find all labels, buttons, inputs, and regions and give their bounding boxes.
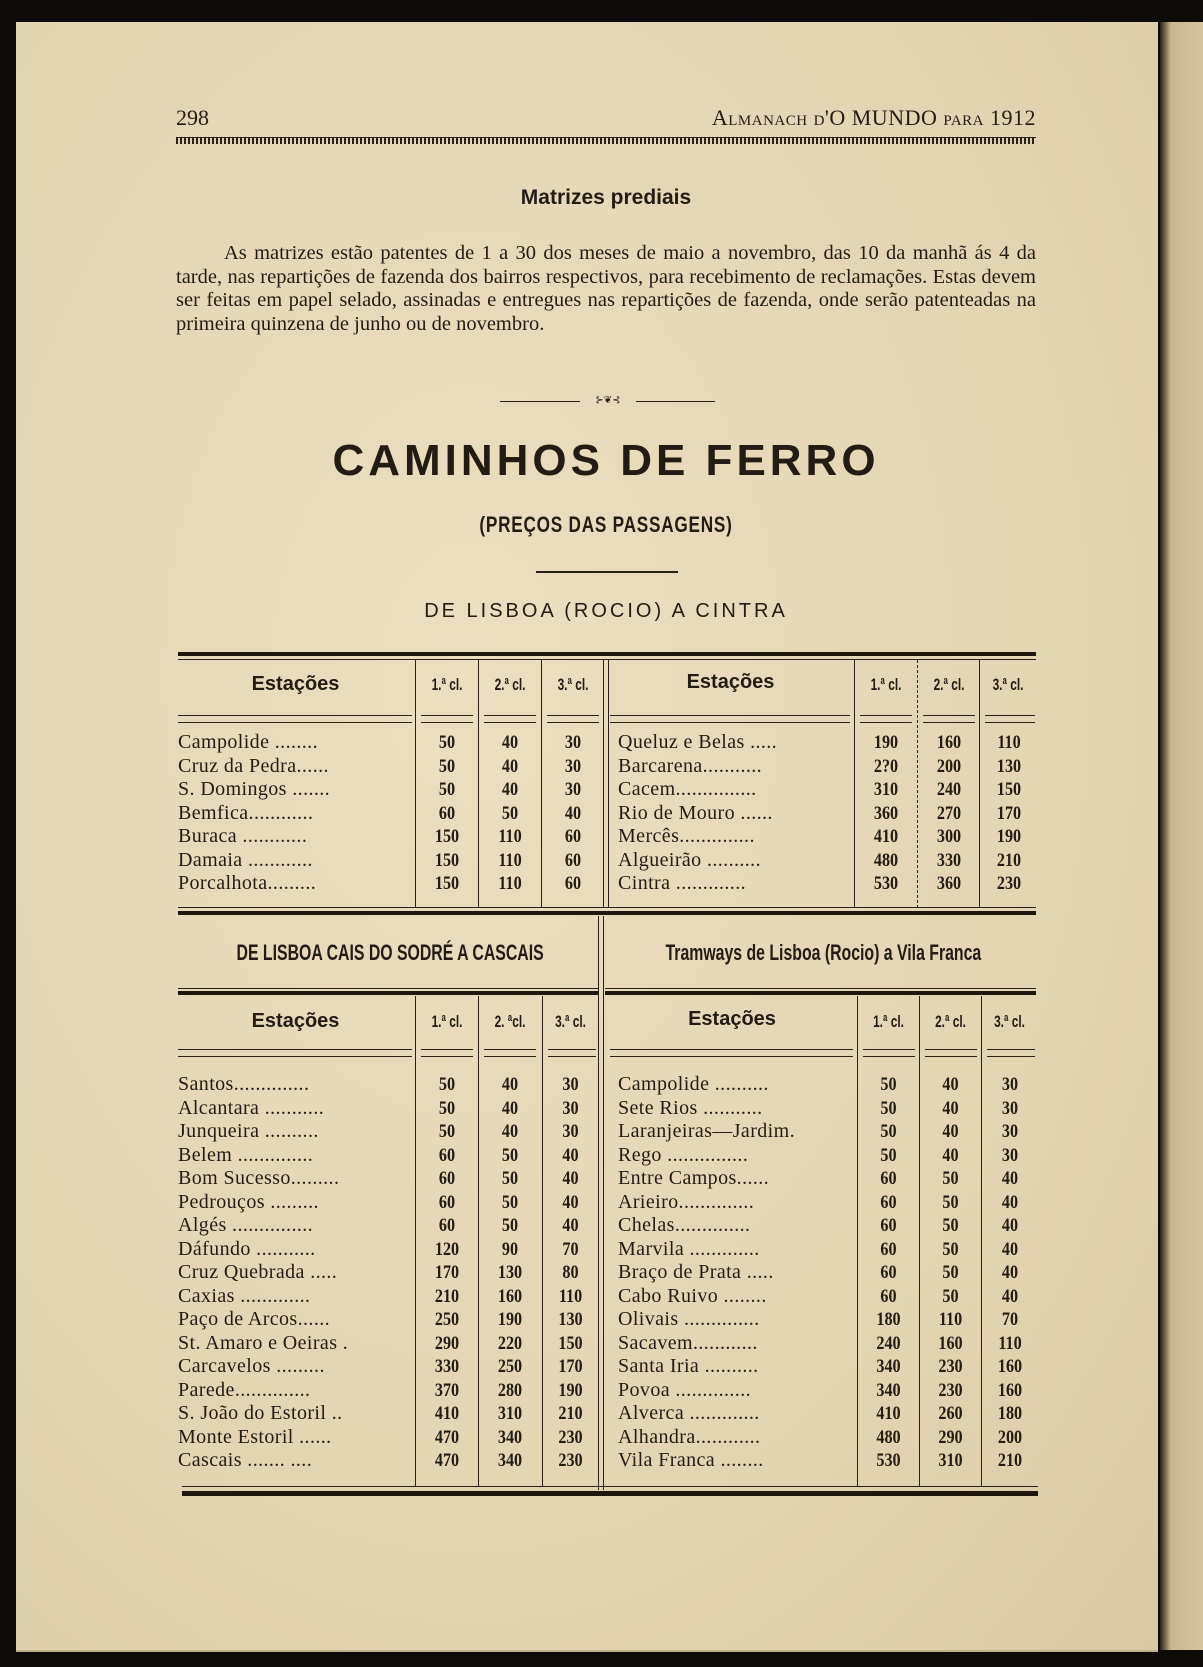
table-row: Santos.............. 50 40 30 [178,1073,579,1095]
table-row: Braço de Prata ..... 60 50 40 [618,1261,1019,1283]
matrizes-paragraph [176,242,1036,336]
table-row: Bom Sucesso......... 60 50 40 [178,1167,579,1189]
table-row: St. Amaro e Oeiras . 290 220 150 [178,1331,583,1354]
table-row: Cruz Quebrada ..... 170 130 80 [178,1261,579,1283]
cintra-right-rows [618,731,1038,896]
header-stations: Estações [686,671,775,693]
table-row: Sacavem............ 240 160 110 [618,1331,1022,1354]
table-row: Bemfica............ 60 50 40 [178,801,582,824]
table-row: Cabo Ruivo ........ 60 50 40 [618,1284,1019,1307]
header-class-3: 3.ª cl. [992,675,1024,694]
table-row: Cintra ............. 530 360 230 [618,872,1022,894]
table-row: Campolide .......... 50 40 30 [618,1073,1019,1095]
page-title: CAMINHOS DE FERRO [332,436,880,485]
route-title-cascais: DE LISBOA CAIS DO SODRÉ A CASCAIS [236,940,544,965]
table-row: Parede.............. 370 280 190 [178,1378,583,1401]
bottom-rule-thick [182,1491,1038,1496]
running-title: Almanach d'O MUNDO para 1912 [711,105,1036,130]
table-row: Damaia ............ 150 110 60 [178,848,582,871]
wavy-rule [176,137,1036,144]
route-title-cintra: DE LISBOA (ROCIO) A CINTRA [424,600,788,622]
table-row: Santa Iria .......... 340 230 160 [618,1355,1023,1377]
running-head [176,105,1036,135]
next-page-edge [1160,22,1203,1650]
header-class-1: 1.ª cl. [431,675,463,694]
ornament-divider [500,396,715,408]
table-row: Paço de Arcos...... 250 190 130 [178,1308,583,1330]
table-row: Cascais ....... .... 470 340 230 [178,1449,583,1471]
table-row: Cacem............... 310 240 150 [618,778,1022,800]
header-class-3: 3.ª cl. [994,1012,1025,1031]
table-row: Belem .............. 60 50 40 [178,1143,579,1166]
header-class-3: 3.ª cl. [555,1012,586,1031]
header-class-1: 1.ª cl. [431,1012,463,1031]
header-class-2: 2. ªcl. [494,1012,526,1031]
table-row: Chelas.............. 60 50 40 [618,1214,1019,1236]
table-row: Campolide ........ 50 40 30 [178,731,582,753]
cintra-left-rows [178,731,604,896]
header-class-2: 2.ª cl. [933,675,965,694]
bottom-rule-thin [182,1486,1038,1487]
vila-franca-rows [618,1073,1038,1473]
table-row: Dáfundo ........... 120 90 70 [178,1237,579,1260]
page-subtitle: (PREÇOS DAS PASSAGENS) [479,512,733,537]
table-row: Algueirão .......... 480 330 210 [618,848,1022,871]
table-row: Pedrouços ......... 60 50 40 [178,1190,579,1213]
header-stations: Estações [251,673,340,695]
route-title-vila-franca: Tramways de Lisboa (Rocio) a Vila Franca [665,940,982,965]
table-row: Vila Franca ........ 530 310 210 [618,1449,1023,1471]
ornament-icon: ⊱❦⊰ [595,395,621,406]
table-row: Entre Campos...... 60 50 40 [618,1167,1019,1189]
section-title-matrizes: Matrizes prediais [520,186,692,209]
table-row: Rego ............... 50 40 30 [618,1143,1019,1166]
table-row: Alverca ............. 410 260 180 [618,1402,1023,1424]
table-row: Monte Estoril ...... 470 340 230 [178,1425,583,1448]
header-stations: Estações [251,1010,340,1032]
table-row: S. João do Estoril .. 410 310 210 [178,1402,583,1424]
table-row: Alcantara ........... 50 40 30 [178,1096,579,1119]
table-row: S. Domingos ....... 50 40 30 [178,778,582,800]
table-row: Arieiro.............. 60 50 40 [618,1190,1019,1213]
table-row: Caxias ............. 210 160 110 [178,1284,583,1307]
subtitle-rule [536,571,678,573]
header-class-2: 2.ª cl. [494,675,526,694]
header-stations: Estações [688,1008,776,1030]
header-class-3: 3.ª cl. [557,675,589,694]
table-row: Olivais .............. 180 110 70 [618,1308,1019,1330]
page-number: 298 [176,105,209,130]
table-row: Algés ............... 60 50 40 [178,1214,579,1236]
table-row: Cruz da Pedra...... 50 40 30 [178,754,582,777]
cascais-rows [178,1073,598,1473]
table-row: Marvila ............. 60 50 40 [618,1237,1019,1260]
table-row: Carcavelos ......... 330 250 170 [178,1355,583,1377]
header-class-2: 2.ª cl. [935,1012,966,1031]
column-divider [598,916,604,1490]
table-row: Barcarena........... 2?0 200 130 [618,754,1022,777]
table-row: Queluz e Belas ..... 190 160 110 [618,731,1021,753]
header-class-1: 1.ª cl. [873,1012,904,1031]
table-row: Povoa .............. 340 230 160 [618,1378,1023,1401]
table-row: Mercês.............. 410 300 190 [618,825,1022,847]
table-row: Laranjeiras—Jardim. 50 40 30 [618,1120,1019,1142]
matrizes-text: As matrizes estão patentes de 1 a 30 dos meses de maio a novembro, das 10 da manhã ás 4 da tarde, nas repartições de fazenda dos bairros respectivos, para recebimento de reclamações. Estas devem ser feitas em papel selado, assinadas e entregues nas repartições de fazenda, onde serão patenteadas na primeira quinzena de junho ou de novembro. [176,242,1036,335]
table-row: Sete Rios ........... 50 40 30 [618,1096,1019,1119]
header-class-1: 1.ª cl. [870,675,902,694]
table-row: Buraca ............ 150 110 60 [178,825,582,847]
table-row: Alhandra............ 480 290 200 [618,1425,1023,1448]
table-row: Junqueira .......... 50 40 30 [178,1120,579,1142]
table-row: Rio de Mouro ...... 360 270 170 [618,801,1022,824]
table-row: Porcalhota......... 150 110 60 [178,872,582,894]
